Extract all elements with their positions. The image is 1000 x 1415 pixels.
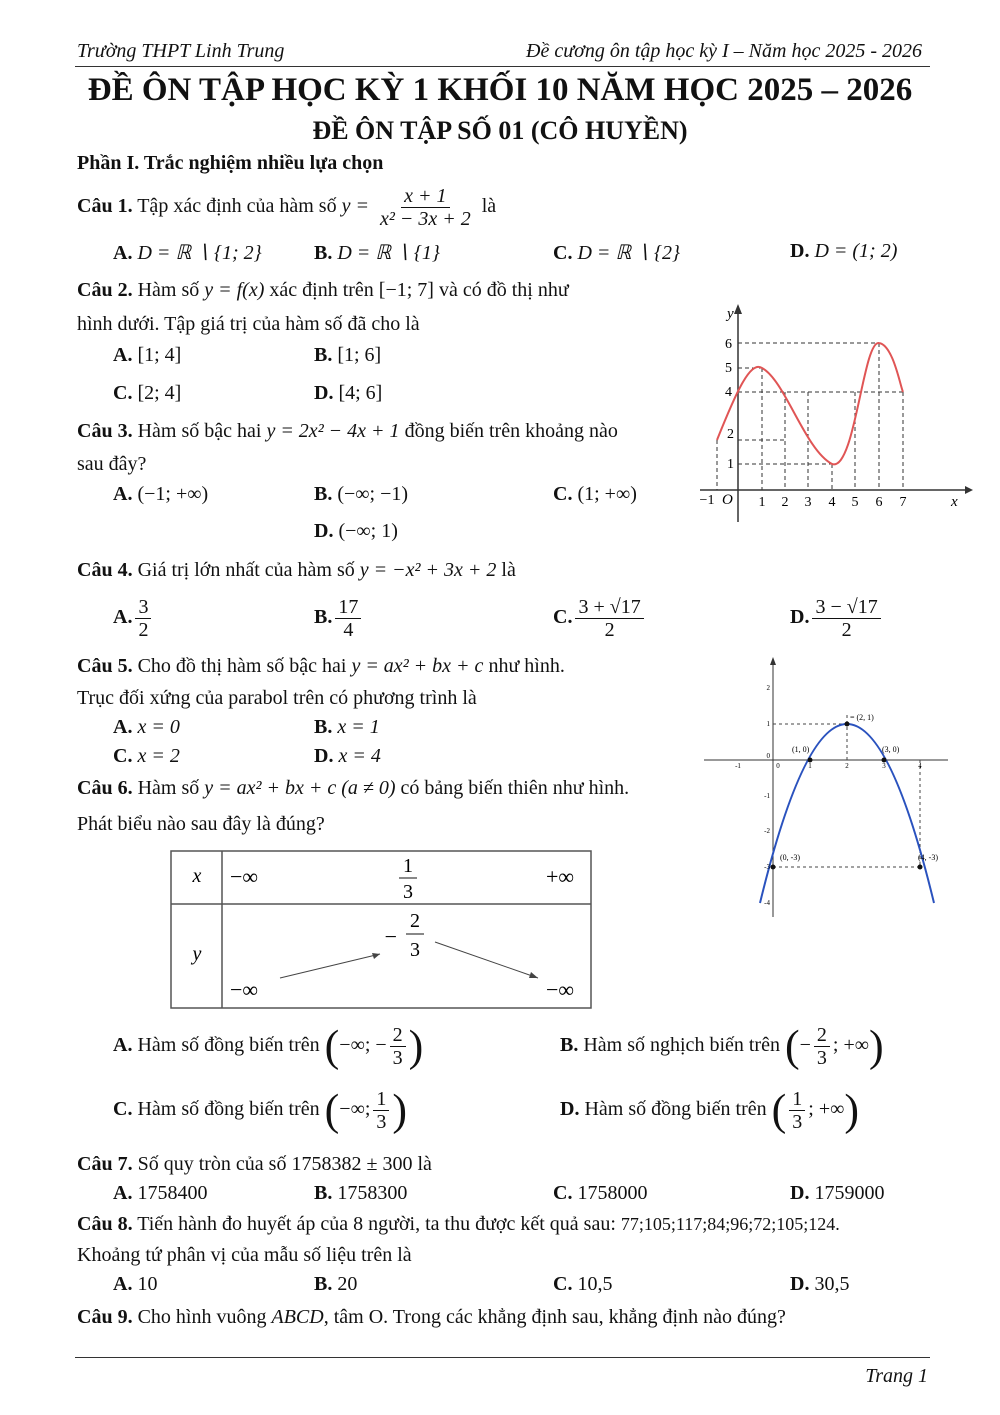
opt-letter: D. bbox=[790, 606, 810, 629]
q8-data: 77;105;117;84;96;72;105;124. bbox=[620, 1214, 840, 1234]
page-title: ĐỀ ÔN TẬP HỌC KỲ 1 KHỐI 10 NĂM HỌC 2025 – 2026 bbox=[87, 72, 913, 108]
x-label: x bbox=[951, 494, 958, 510]
q2-line2: hình dưới. Tập giá trị của hàm số đã cho là bbox=[77, 313, 420, 335]
q1-end: là bbox=[481, 195, 497, 217]
opt-letter: B. bbox=[314, 483, 333, 505]
table-x0-num: 1 bbox=[403, 855, 413, 877]
table-ymax-num: 2 bbox=[410, 910, 420, 932]
q1-option-a[interactable] bbox=[113, 240, 262, 265]
y-tick: 2 bbox=[727, 427, 734, 442]
q7-math: 1758382 ± 300 bbox=[291, 1153, 413, 1175]
q7-option-b[interactable] bbox=[314, 1182, 407, 1205]
q7-option-d[interactable] bbox=[790, 1182, 884, 1205]
q1-num: x + 1 bbox=[401, 185, 449, 208]
y-label: y bbox=[727, 306, 734, 322]
point-label: (0, -3) bbox=[780, 853, 800, 862]
opt-text: (−1; +∞) bbox=[137, 483, 209, 505]
q3-line2: sau đây? bbox=[77, 453, 147, 475]
opt-text: x = 2 bbox=[137, 745, 180, 767]
x-tick: 2 bbox=[781, 495, 789, 510]
opt-letter: C. bbox=[553, 242, 573, 264]
opt-text: Hàm số đồng biến trên bbox=[137, 1098, 320, 1121]
x-tick: 0 bbox=[776, 762, 780, 770]
opt-text: D = ℝ ∖ {2} bbox=[577, 242, 680, 264]
q1-text: Tập xác định của hàm số bbox=[137, 195, 337, 217]
x-tick: 6 bbox=[875, 495, 883, 510]
opt-text: 30,5 bbox=[814, 1273, 850, 1295]
q9-math: ABCD bbox=[271, 1306, 324, 1328]
point-labels bbox=[780, 713, 938, 862]
opt-text: x = 4 bbox=[338, 745, 381, 767]
opt-letter: D. bbox=[314, 520, 334, 542]
opt-letter: A. bbox=[113, 1182, 133, 1204]
q6-option-a[interactable] bbox=[113, 1021, 424, 1071]
question-4 bbox=[77, 559, 516, 582]
q4-math: y = −x² + 3x + 2 bbox=[359, 559, 497, 581]
frac-den: 3 bbox=[376, 1111, 387, 1133]
q1-option-c[interactable] bbox=[553, 240, 680, 265]
question-9 bbox=[77, 1306, 786, 1329]
question-2 bbox=[77, 279, 569, 302]
guide-lines bbox=[773, 715, 920, 867]
opt-letter: B. bbox=[314, 716, 333, 738]
table-x0-den: 3 bbox=[403, 881, 413, 903]
opt-text: 1758400 bbox=[137, 1182, 208, 1204]
q9-text: Cho hình vuông bbox=[137, 1306, 267, 1328]
page-number: Trang 1 bbox=[865, 1365, 928, 1387]
opt-math: − bbox=[799, 1034, 811, 1057]
page-subtitle: ĐỀ ÔN TẬP SỐ 01 (CÔ HUYỀN) bbox=[312, 116, 688, 145]
x-tick: 7 bbox=[899, 495, 907, 510]
table-ymax-sign: − bbox=[384, 924, 397, 949]
q8-option-a[interactable] bbox=[113, 1273, 157, 1296]
opt-letter: D. bbox=[560, 1098, 580, 1121]
q5-text: như hình. bbox=[488, 655, 565, 677]
y-tick: 4 bbox=[725, 385, 732, 400]
q1-option-b[interactable] bbox=[314, 240, 440, 265]
paren-close: ) bbox=[844, 1085, 860, 1135]
q3-option-c[interactable] bbox=[553, 483, 637, 506]
y-tick: 6 bbox=[725, 337, 732, 352]
q8-option-d[interactable] bbox=[790, 1273, 849, 1296]
opt-math: −∞; − bbox=[339, 1034, 387, 1057]
q2-option-c[interactable] bbox=[113, 382, 181, 405]
q7-text: Số quy tròn của số bbox=[137, 1153, 287, 1175]
opt-letter: A. bbox=[113, 483, 133, 505]
opt-letter: C. bbox=[113, 745, 133, 767]
x-tick: 1 bbox=[758, 495, 766, 510]
q7-option-c[interactable] bbox=[553, 1182, 647, 1205]
frac-num: 17 bbox=[335, 596, 361, 619]
y-tick: -4 bbox=[764, 899, 770, 907]
opt-text: x = 0 bbox=[137, 716, 180, 738]
q9-text: , tâm O. Trong các khẳng định sau, khẳng định nào đúng? bbox=[323, 1306, 786, 1328]
q5-option-b[interactable] bbox=[314, 716, 380, 739]
x-tick: −1 bbox=[699, 493, 715, 508]
question-5 bbox=[77, 655, 565, 678]
y-tick: -3 bbox=[764, 863, 770, 871]
table-x-neg-inf: −∞ bbox=[230, 864, 259, 889]
table-x-pos-inf: +∞ bbox=[546, 864, 575, 889]
q3-text: Hàm số bậc hai bbox=[137, 420, 262, 442]
opt-letter: D. bbox=[314, 745, 334, 767]
q4-option-d[interactable] bbox=[790, 596, 884, 641]
q3-option-b[interactable] bbox=[314, 483, 408, 506]
q5-option-a[interactable] bbox=[113, 716, 180, 739]
q1-label: Câu 1. bbox=[77, 195, 133, 217]
opt-letter: D. bbox=[314, 382, 334, 404]
q5-option-c[interactable] bbox=[113, 745, 180, 768]
key-points bbox=[771, 722, 923, 870]
q8-text: Tiến hành đo huyết áp của 8 người, ta thu được kết quả sau: bbox=[137, 1213, 616, 1235]
q2-text: và có đồ thị như bbox=[438, 279, 569, 301]
opt-text: 10,5 bbox=[577, 1273, 613, 1295]
opt-text: Hàm số nghịch biến trên bbox=[583, 1034, 780, 1057]
q8-line2: Khoảng tứ phân vị của mẫu số liệu trên là bbox=[77, 1244, 412, 1266]
header-doc-title: Đề cương ôn tập học kỳ I – Năm học 2025 - 2026 bbox=[526, 40, 922, 62]
opt-text: Hàm số đồng biến trên bbox=[137, 1034, 320, 1057]
y-tick: 0 bbox=[766, 752, 770, 760]
q7-label: Câu 7. bbox=[77, 1153, 133, 1175]
q3-math: y = 2x² − 4x + 1 bbox=[266, 420, 400, 442]
opt-text: [2; 4] bbox=[137, 382, 182, 404]
opt-text: x = 1 bbox=[337, 716, 380, 738]
q8-option-c[interactable] bbox=[553, 1273, 612, 1296]
paren-close: ) bbox=[408, 1021, 424, 1071]
q2-math: y = f(x) bbox=[204, 279, 265, 301]
opt-letter: C. bbox=[553, 483, 573, 505]
q5-math: y = ax² + bx + c bbox=[351, 655, 484, 677]
frac-num: 1 bbox=[373, 1088, 389, 1111]
y-tick: 1 bbox=[727, 457, 734, 472]
opt-text: Hàm số đồng biến trên bbox=[584, 1098, 767, 1121]
opt-letter: A. bbox=[113, 242, 133, 264]
opt-letter: A. bbox=[113, 716, 133, 738]
point-label: (1, 0) bbox=[792, 745, 810, 754]
q2-text: Hàm số bbox=[137, 279, 200, 301]
paren-open: ( bbox=[771, 1085, 787, 1135]
opt-text: D = (1; 2) bbox=[814, 240, 898, 262]
opt-text: (1; +∞) bbox=[577, 483, 637, 505]
frac-den: 3 bbox=[392, 1047, 403, 1069]
y-axis-arrow bbox=[770, 657, 776, 665]
point-label: (4, -3) bbox=[918, 853, 938, 862]
opt-math: ; +∞ bbox=[808, 1098, 845, 1121]
opt-text: D = ℝ ∖ {1} bbox=[337, 242, 440, 264]
x-tick: 4 bbox=[918, 762, 922, 770]
x-tick: 1 bbox=[808, 762, 812, 770]
q7-text: là bbox=[417, 1153, 432, 1175]
q1-option-d[interactable] bbox=[790, 240, 897, 263]
opt-letter: C. bbox=[113, 382, 133, 404]
frac-num: 2 bbox=[390, 1024, 406, 1047]
question-1 bbox=[77, 182, 496, 230]
q6-option-d[interactable] bbox=[560, 1085, 860, 1135]
q1-math-y: y = bbox=[341, 195, 369, 217]
header-school: Trường THPT Linh Trung bbox=[77, 40, 285, 62]
q3-option-d[interactable] bbox=[314, 520, 398, 543]
opt-letter: B. bbox=[314, 344, 333, 366]
frac-num: 2 bbox=[814, 1024, 830, 1047]
header-divider bbox=[75, 66, 930, 67]
x-axis-arrow bbox=[965, 486, 973, 494]
opt-letter: B. bbox=[560, 1034, 579, 1057]
table-ymax-den: 3 bbox=[410, 939, 420, 961]
q3-option-a[interactable] bbox=[113, 483, 208, 506]
opt-letter: A. bbox=[113, 606, 133, 629]
opt-letter: D. bbox=[790, 1273, 810, 1295]
guide-lines bbox=[717, 343, 905, 490]
q1-den: x² − 3x + 2 bbox=[379, 207, 471, 230]
x-tick: 5 bbox=[851, 495, 859, 510]
q5-option-d[interactable] bbox=[314, 745, 381, 768]
q4-text: Giá trị lớn nhất của hàm số bbox=[137, 559, 355, 581]
opt-text: [1; 6] bbox=[337, 344, 382, 366]
frac-den: 3 bbox=[792, 1111, 803, 1133]
paren-close: ) bbox=[392, 1085, 408, 1135]
q4-label: Câu 4. bbox=[77, 559, 133, 581]
q4-option-c[interactable] bbox=[553, 596, 647, 641]
q2-option-d[interactable] bbox=[314, 382, 382, 405]
y-tick: -2 bbox=[764, 827, 770, 835]
q5-text: Cho đồ thị hàm số bậc hai bbox=[137, 655, 347, 677]
x-tick: -1 bbox=[735, 762, 741, 770]
parabola-graph bbox=[702, 655, 952, 923]
question-7 bbox=[77, 1153, 432, 1176]
q2-option-a[interactable] bbox=[113, 344, 181, 367]
footer-divider bbox=[75, 1357, 930, 1358]
opt-letter: C. bbox=[113, 1098, 133, 1121]
origin-label: O bbox=[722, 492, 733, 508]
vertex-label: = (2, 1) bbox=[850, 713, 874, 722]
question-3 bbox=[77, 420, 618, 443]
q8-label: Câu 8. bbox=[77, 1213, 133, 1235]
function-curve bbox=[717, 343, 903, 464]
y-tick: -1 bbox=[764, 792, 770, 800]
opt-letter: B. bbox=[314, 606, 333, 629]
frac-den: 4 bbox=[343, 619, 354, 641]
q3-label: Câu 3. bbox=[77, 420, 133, 442]
point-label: (3, 0) bbox=[882, 745, 900, 754]
frac-den: 2 bbox=[138, 619, 149, 641]
opt-text: [1; 4] bbox=[137, 344, 182, 366]
q6-option-b[interactable] bbox=[560, 1021, 884, 1071]
opt-math: −∞; bbox=[339, 1098, 371, 1121]
opt-text: 1758000 bbox=[577, 1182, 648, 1204]
opt-text: 10 bbox=[137, 1273, 158, 1295]
opt-letter: A. bbox=[113, 344, 133, 366]
opt-text: [4; 6] bbox=[338, 382, 383, 404]
x-tick: 4 bbox=[828, 495, 836, 510]
table-y-neg-inf-left: −∞ bbox=[230, 977, 259, 1002]
q1-fraction bbox=[377, 185, 474, 230]
q4-text: là bbox=[501, 559, 516, 581]
opt-math: ; +∞ bbox=[832, 1034, 869, 1057]
frac-num: 3 bbox=[135, 596, 151, 619]
q6-line2: Phát biểu nào sau đây là đúng? bbox=[77, 813, 325, 835]
opt-letter: A. bbox=[113, 1273, 133, 1295]
frac-num: 3 − √17 bbox=[812, 596, 880, 619]
table-y-neg-inf-right: −∞ bbox=[546, 977, 575, 1002]
q5-line2: Trục đối xứng của parabol trên có phương trình là bbox=[77, 687, 477, 709]
table-y-label: y bbox=[192, 943, 202, 965]
q6-option-c[interactable] bbox=[113, 1085, 408, 1135]
q7-option-a[interactable] bbox=[113, 1182, 207, 1205]
opt-text: D = ℝ ∖ {1; 2} bbox=[137, 242, 262, 264]
y-tick: 5 bbox=[725, 361, 732, 376]
opt-text: (−∞; −1) bbox=[337, 483, 409, 505]
q2-math: [−1; 7] bbox=[378, 279, 434, 301]
y-axis-arrow bbox=[734, 304, 742, 314]
paren-open: ( bbox=[324, 1021, 340, 1071]
q6-text: Hàm số bbox=[137, 777, 200, 799]
opt-text: 20 bbox=[337, 1273, 358, 1295]
x-tick-labels bbox=[735, 762, 922, 770]
q6-math: y = ax² + bx + c (a ≠ 0) bbox=[204, 777, 396, 799]
x-tick: 3 bbox=[882, 762, 886, 770]
frac-den: 3 bbox=[816, 1047, 827, 1069]
paren-open: ( bbox=[784, 1021, 800, 1071]
opt-letter: A. bbox=[113, 1034, 133, 1057]
parabola-curve bbox=[760, 724, 934, 903]
q4-option-a[interactable] bbox=[113, 596, 154, 641]
paren-close: ) bbox=[869, 1021, 884, 1071]
q2-option-b[interactable] bbox=[314, 344, 381, 367]
q6-label: Câu 6. bbox=[77, 777, 133, 799]
opt-text: (−∞; 1) bbox=[338, 520, 398, 542]
question-8 bbox=[77, 1213, 840, 1236]
opt-letter: C. bbox=[553, 1182, 573, 1204]
x-tick: 3 bbox=[804, 495, 812, 510]
q8-option-b[interactable] bbox=[314, 1273, 357, 1296]
opt-text: 1758300 bbox=[337, 1182, 408, 1204]
q5-label: Câu 5. bbox=[77, 655, 133, 677]
frac-den: 2 bbox=[841, 619, 852, 641]
opt-letter: C. bbox=[553, 1273, 573, 1295]
q9-label: Câu 9. bbox=[77, 1306, 133, 1328]
opt-letter: D. bbox=[790, 240, 810, 262]
frac-num: 3 + √17 bbox=[575, 596, 643, 619]
opt-letter: B. bbox=[314, 1182, 333, 1204]
question-6 bbox=[77, 777, 629, 800]
table-x-label: x bbox=[192, 865, 202, 887]
opt-letter: D. bbox=[790, 1182, 810, 1204]
frac-num: 1 bbox=[789, 1088, 805, 1111]
q4-option-b[interactable] bbox=[314, 596, 364, 641]
function-graph-1 bbox=[695, 300, 975, 528]
opt-text: 1759000 bbox=[814, 1182, 885, 1204]
section-heading: Phần I. Trắc nghiệm nhiều lựa chọn bbox=[77, 152, 384, 174]
q2-label: Câu 2. bbox=[77, 279, 133, 301]
variation-table bbox=[170, 850, 594, 1012]
q6-text: có bảng biến thiên như hình. bbox=[400, 777, 630, 799]
y-tick: 2 bbox=[766, 684, 770, 692]
q2-text: xác định trên bbox=[269, 279, 374, 301]
paren-open: ( bbox=[324, 1085, 340, 1135]
q3-text: đồng biến trên khoảng nào bbox=[404, 420, 618, 442]
opt-letter: B. bbox=[314, 1273, 333, 1295]
opt-letter: C. bbox=[553, 606, 573, 629]
x-tick: 2 bbox=[845, 762, 849, 770]
frac-den: 2 bbox=[604, 619, 615, 641]
y-tick: 1 bbox=[766, 720, 770, 728]
opt-letter: B. bbox=[314, 242, 333, 264]
